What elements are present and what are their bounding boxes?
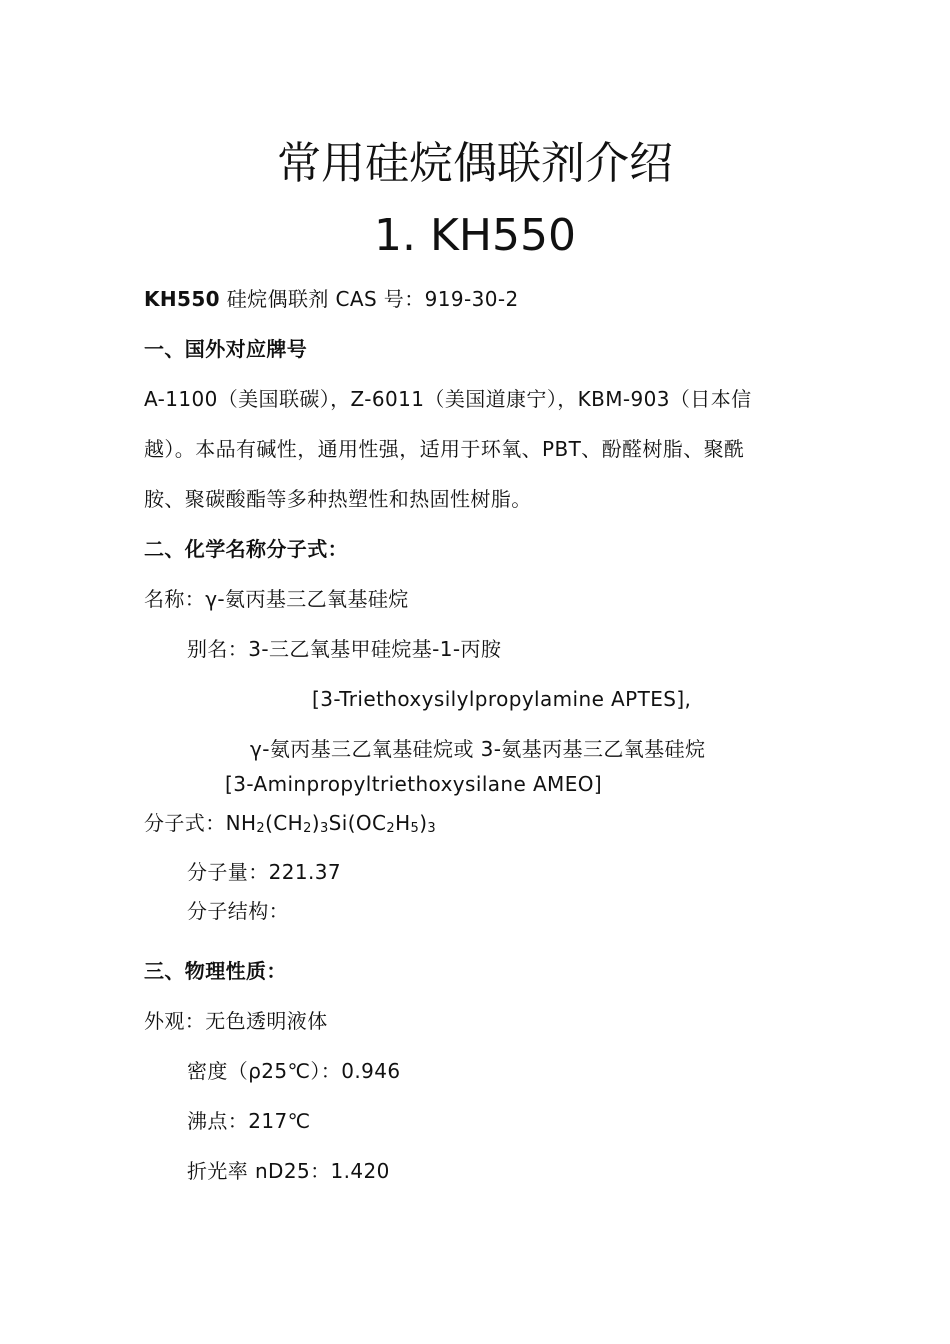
formula-label: 分子式：: [144, 811, 226, 835]
section3-heading: 三、物理性质：: [144, 959, 287, 983]
intro-line: [144, 285, 519, 313]
formula-subscript: 2: [303, 821, 312, 836]
intro-text: 硅烷偶联剂 CAS 号：919-30-2: [219, 287, 519, 311]
alias-english-2: [3-Aminpropyltriethoxysilane AMEO]: [225, 772, 603, 796]
product-code: KH550: [144, 287, 220, 311]
molecular-weight: 分子量：221.37: [187, 860, 341, 884]
section1-line-2: 越）。本品有碱性，通用性强，适用于环氧、PBT、酚醛树脂、聚酰: [144, 437, 745, 461]
section1-line-1: A-1100（美国联碳），Z-6011（美国道康宁），KBM-903（日本信: [144, 387, 752, 411]
section1-line-3: 胺、聚碳酸酯等多种热塑性和热固性树脂。: [144, 487, 532, 511]
refractive-index: 折光率 nD25：1.420: [187, 1159, 390, 1183]
formula-subscript: 3: [427, 821, 437, 836]
section2-heading: 二、化学名称分子式：: [144, 537, 348, 561]
molecular-structure: 分子结构：: [187, 899, 289, 923]
appearance: 外观：无色透明液体: [144, 1009, 328, 1033]
document-subtitle: 1. KH550: [374, 210, 576, 261]
formula-part: ): [419, 811, 428, 835]
formula-subscript: 5: [410, 821, 420, 836]
document-title: 常用硅烷偶联剂介绍: [277, 138, 673, 189]
formula-part: Si(OC: [328, 811, 387, 835]
formula-part: H: [395, 811, 411, 835]
alias: 别名：3-三乙氧基甲硅烷基-1-丙胺: [187, 637, 502, 661]
molecular-formula: [144, 809, 436, 837]
section1-heading: 一、国外对应牌号: [144, 337, 308, 361]
formula-subscript: 2: [386, 821, 396, 836]
boiling-point: 沸点：217℃: [187, 1109, 311, 1133]
chemical-name: 名称：γ-氨丙基三乙氧基硅烷: [144, 587, 409, 611]
density: 密度（ρ25℃）：0.946: [187, 1059, 401, 1083]
alias-english-1: [3-Triethoxysilylpropylamine APTES],: [312, 687, 692, 711]
alias-2: γ-氨丙基三乙氧基硅烷或 3-氨基丙基三乙氧基硅烷: [250, 737, 706, 761]
formula-part: (CH: [265, 811, 304, 835]
formula-subscript: 3: [319, 821, 329, 836]
formula-part: ): [311, 811, 320, 835]
formula-subscript: 2: [256, 821, 266, 836]
formula-part: NH: [225, 811, 257, 835]
